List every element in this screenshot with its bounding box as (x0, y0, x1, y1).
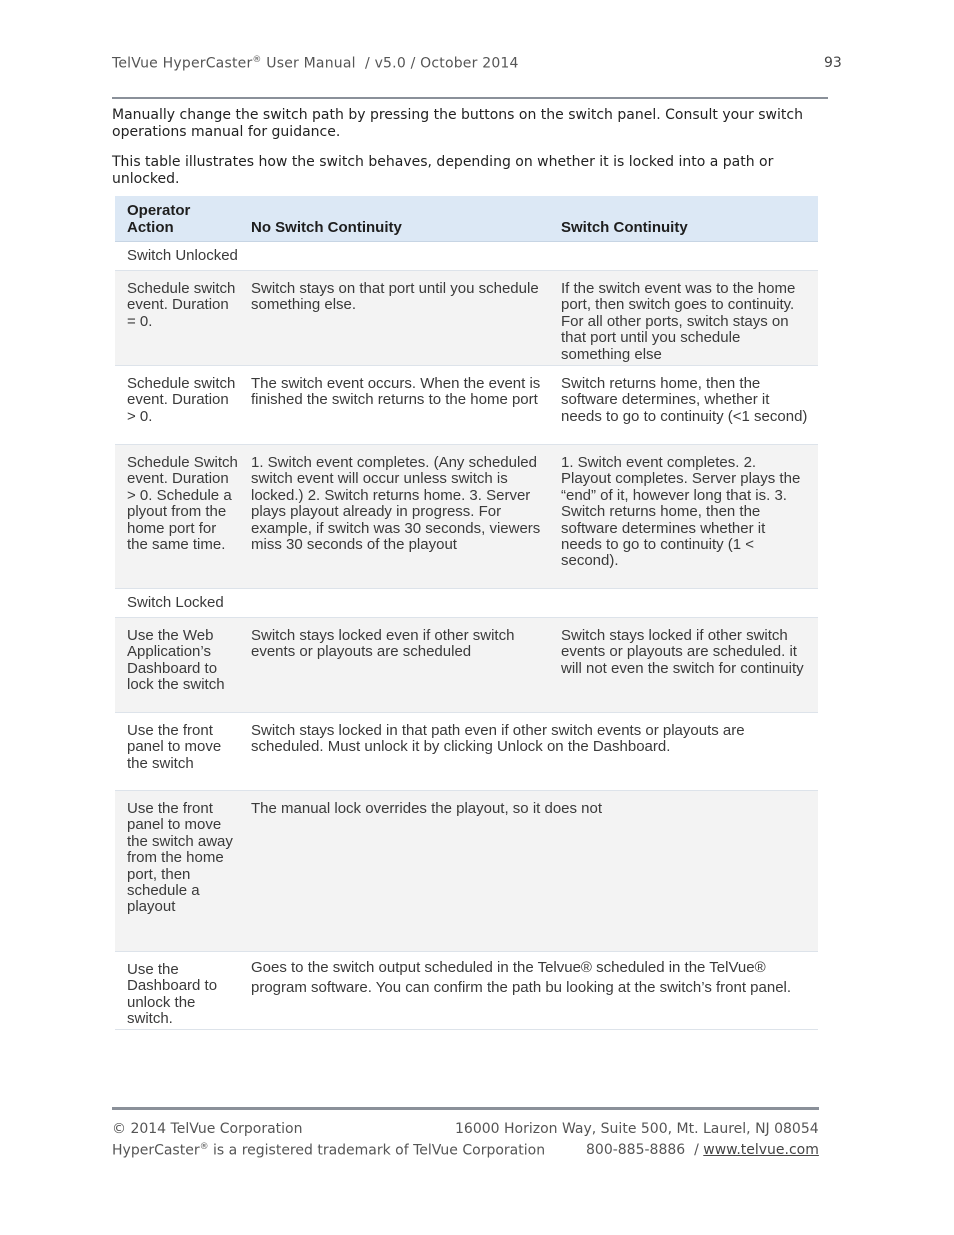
header-operator-action: Operator Action (127, 202, 191, 236)
no-continuity-cell: Switch stays on that port until you schedule something else. (251, 280, 539, 314)
table-row (115, 713, 818, 791)
section-label: Switch Locked (127, 594, 224, 611)
trademark-text: is a registered trademark of TelVue Corporation (208, 1142, 546, 1159)
footer-trademark (112, 1142, 545, 1159)
section-row-locked (115, 589, 818, 618)
table-row (115, 271, 818, 366)
operator-action-cell: Use the Dashboard to unlock the switch. (127, 961, 218, 1028)
header-no-switch-continuity: No Switch Continuity (251, 218, 402, 236)
combined-behavior-cell: Goes to the switch output scheduled in the Telvue® scheduled in the TelVue® program software. You can confirm the path bu looking at the switch’s front panel. (251, 959, 792, 996)
operator-action-cell: Schedule switch event. Duration = 0. (127, 280, 236, 330)
footer-phone: 800-885-8886 / (586, 1142, 704, 1158)
trademark-reg-mark: ® (199, 1142, 209, 1152)
no-continuity-cell: Switch stays locked even if other switch events or playouts are scheduled (251, 627, 515, 661)
trademark-brand: HyperCaster (112, 1142, 200, 1159)
continuity-cell: Switch returns home, then the software determines, whether it needs to go to continuity (<1 second) (561, 375, 808, 425)
header-rest: User Manual / v5.0 / October 2014 (261, 55, 519, 72)
intro-paragraph-2: This table illustrates how the switch behaves, depending on whether it is locked into a path or unlocked. (112, 154, 774, 187)
no-continuity-cell: 1. Switch event completes. (Any scheduled switch event will occur unless switch is locked.) 2. Switch returns home. 3. Server plays playout already in progress. For example, if switch was 30 seconds, viewers miss 30 seconds of the playout (251, 454, 541, 554)
table-row (115, 791, 818, 952)
operator-action-cell: Use the front panel to move the switch (127, 722, 222, 772)
table-row (115, 952, 818, 1030)
website-link[interactable]: www.telvue.com (703, 1142, 819, 1158)
operator-action-cell: Schedule Switch event. Duration > 0. Schedule a plyout from the home port for the same time. (127, 454, 238, 554)
table-row (115, 618, 818, 713)
operator-action-cell: Use the Web Application’s Dashboard to lock the switch (127, 627, 225, 694)
page-number: 93 (824, 55, 842, 71)
table-header-row (115, 196, 818, 242)
section-label: Switch Unlocked (127, 247, 238, 264)
combined-behavior-cell: The manual lock overrides the playout, so it does not (251, 800, 603, 817)
footer-divider (112, 1107, 819, 1110)
footer-contact (586, 1142, 819, 1158)
continuity-cell: If the switch event was to the home port, then switch goes to continuity. For all other ports, switch stays on that port until you schedule something else (561, 280, 796, 363)
continuity-cell: 1. Switch event completes. 2. Playout completes. Server plays the “end” of it, however long that is. 3. Switch returns home, then the software determines whether it needs to go to continuity (1 < second). (561, 454, 801, 570)
table-row (115, 445, 818, 589)
table-row (115, 366, 818, 445)
header-divider (112, 97, 828, 99)
header-reg-mark: ® (252, 55, 262, 65)
combined-behavior-cell: Switch stays locked in that path even if other switch events or playouts are scheduled. Must unlock it by clicking Unlock on the Dashboard. (251, 722, 745, 756)
header-switch-continuity: Switch Continuity (561, 218, 688, 236)
footer-address: 16000 Horizon Way, Suite 500, Mt. Laurel, NJ 08054 (455, 1121, 819, 1137)
continuity-cell: Switch stays locked if other switch events or playouts are scheduled. it will not even the switch for continuity (561, 627, 804, 677)
operator-action-cell: Use the front panel to move the switch away from the home port, then schedule a playout (127, 800, 233, 916)
intro-paragraph-1: Manually change the switch path by pressing the buttons on the switch panel. Consult your switch operations manual for guidance. (112, 107, 803, 140)
switch-behavior-table (115, 196, 818, 1030)
header-brand: TelVue HyperCaster (112, 55, 253, 72)
no-continuity-cell: The switch event occurs. When the event is finished the switch returns to the home port (251, 375, 541, 409)
section-row-unlocked (115, 242, 818, 271)
operator-action-cell: Schedule switch event. Duration > 0. (127, 375, 236, 425)
running-header (112, 55, 519, 72)
footer-copyright: © 2014 TelVue Corporation (112, 1121, 303, 1137)
